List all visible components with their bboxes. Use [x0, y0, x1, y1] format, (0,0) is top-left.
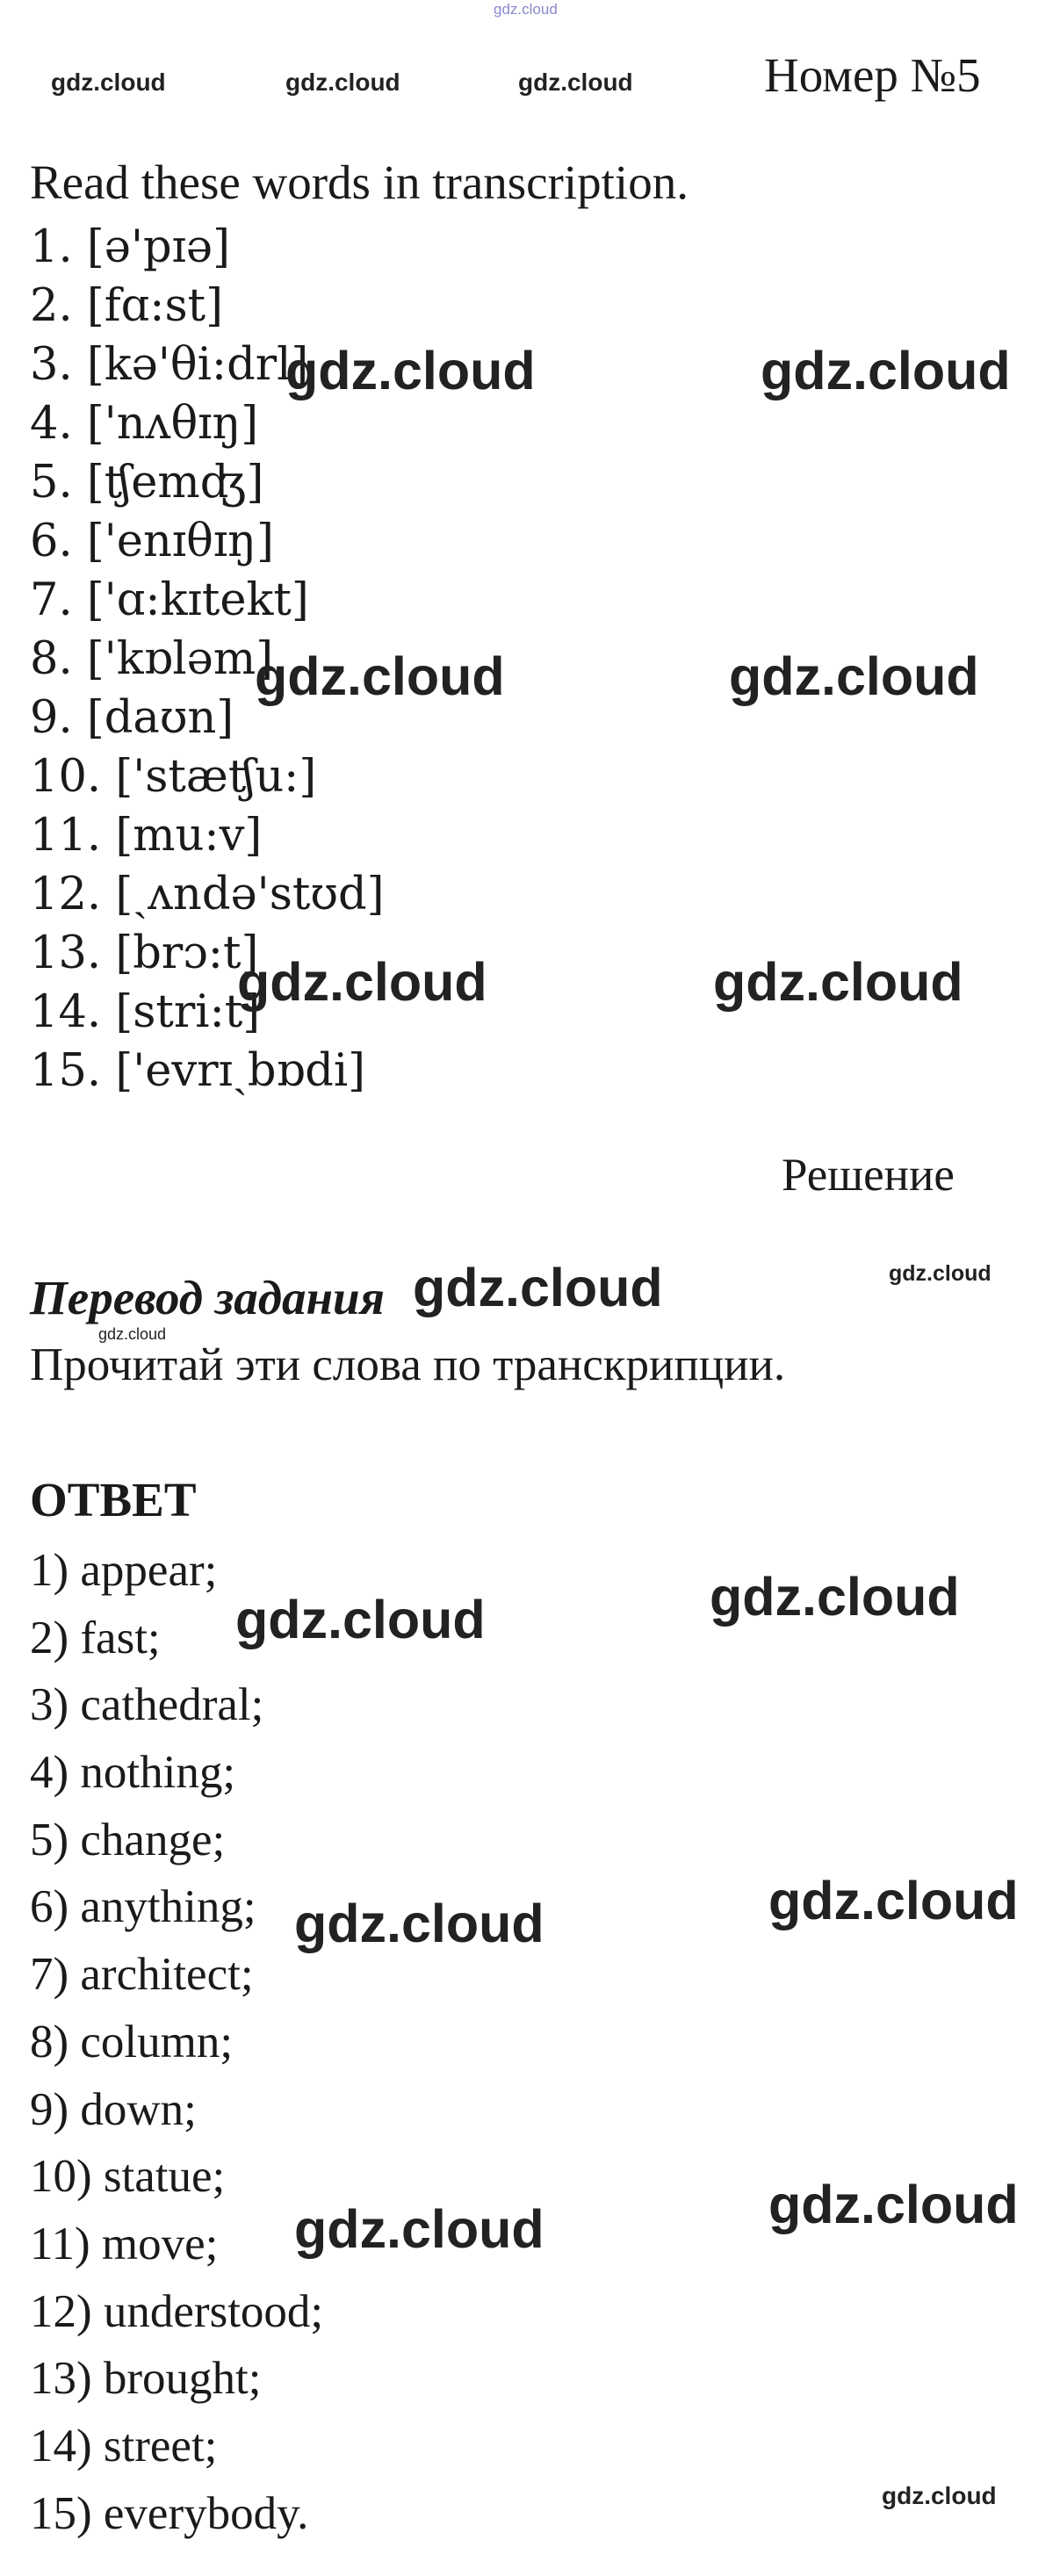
- watermark-large: gdz.cloud: [761, 341, 1011, 400]
- watermark-large: gdz.cloud: [713, 952, 963, 1012]
- transcription-item: 7. ['ɑ:kɪtekt]: [30, 574, 309, 626]
- watermark-micro: gdz.cloud: [98, 1325, 167, 1343]
- transcription-item: 10. ['stæʧu:]: [30, 751, 317, 803]
- transcription-item: 5. [ʧemʤ]: [30, 457, 264, 509]
- answer-item: 14) street;: [30, 2420, 218, 2471]
- watermark-header-2: gdz.cloud: [285, 69, 400, 96]
- transcription-item: 3. [kə'θi:drl]: [30, 339, 309, 391]
- transcription-item: 6. ['enɪθɪŋ]: [30, 516, 274, 567]
- translation-text: Прочитай эти слова по транскрипции.: [30, 1339, 786, 1390]
- transcription-item: 4. ['nʌθɪŋ]: [30, 398, 259, 450]
- watermark-large: gdz.cloud: [235, 1590, 486, 1649]
- task-prompt: Read these words in transcription.: [30, 155, 689, 209]
- watermark-large: gdz.cloud: [413, 1258, 663, 1317]
- transcription-item: 12. [ˏʌndə'stʊd]: [30, 869, 385, 920]
- watermark-header-1: gdz.cloud: [51, 69, 166, 96]
- watermark-top-tiny: gdz.cloud: [494, 1, 558, 18]
- answer-item: 6) anything;: [30, 1881, 256, 1933]
- answer-item: 8) column;: [30, 2016, 234, 2067]
- answer-item: 13) brought;: [30, 2353, 262, 2405]
- watermark-large: gdz.cloud: [294, 2199, 544, 2259]
- transcription-item: 13. [brɔ:t]: [30, 927, 259, 979]
- watermark-large: gdz.cloud: [768, 2175, 1019, 2234]
- answer-item: 7) architect;: [30, 1949, 254, 2001]
- answer-item: 1) appear;: [30, 1545, 218, 1596]
- answer-heading: ОТВЕТ: [30, 1473, 197, 1526]
- transcription-item: 2. [fɑ:st]: [30, 280, 224, 332]
- watermark-large: gdz.cloud: [285, 341, 536, 400]
- transcription-item: 8. ['kɒləm]: [30, 633, 274, 685]
- answer-item: 15) everybody.: [30, 2487, 309, 2539]
- transcription-item: 15. ['evrɪˏbɒdi]: [30, 1045, 366, 1097]
- answer-item: 9) down;: [30, 2083, 197, 2135]
- watermark-large: gdz.cloud: [237, 952, 487, 1012]
- answer-item: 4) nothing;: [30, 1747, 236, 1799]
- translation-heading: Перевод задания: [30, 1271, 385, 1324]
- watermark-large: gdz.cloud: [294, 1894, 544, 1953]
- answer-item: 11) move;: [30, 2218, 219, 2269]
- page-title: Номер №5: [764, 48, 981, 102]
- transcription-item: 1. [ə'pɪə]: [30, 221, 231, 273]
- watermark-small: gdz.cloud: [882, 2482, 997, 2509]
- watermark-large: gdz.cloud: [255, 646, 505, 706]
- watermark-large: gdz.cloud: [729, 646, 979, 706]
- answer-item: 2) fast;: [30, 1612, 161, 1663]
- watermark-header-3: gdz.cloud: [518, 69, 633, 96]
- watermark-small: gdz.cloud: [889, 1261, 991, 1286]
- watermark-large: gdz.cloud: [768, 1871, 1019, 1930]
- answer-list: [30, 1537, 323, 2547]
- solution-label: Решение: [782, 1150, 955, 1201]
- transcription-item: 11. [mu:v]: [30, 810, 263, 862]
- transcription-item: 14. [stri:t]: [30, 986, 261, 1038]
- transcription-item: 9. [daʊn]: [30, 692, 234, 744]
- answer-item: 3) cathedral;: [30, 1679, 264, 1731]
- answer-item: 12) understood;: [30, 2285, 324, 2337]
- answer-item: 10) statue;: [30, 2151, 226, 2203]
- watermark-large: gdz.cloud: [710, 1567, 960, 1627]
- answer-item: 5) change;: [30, 1814, 226, 1865]
